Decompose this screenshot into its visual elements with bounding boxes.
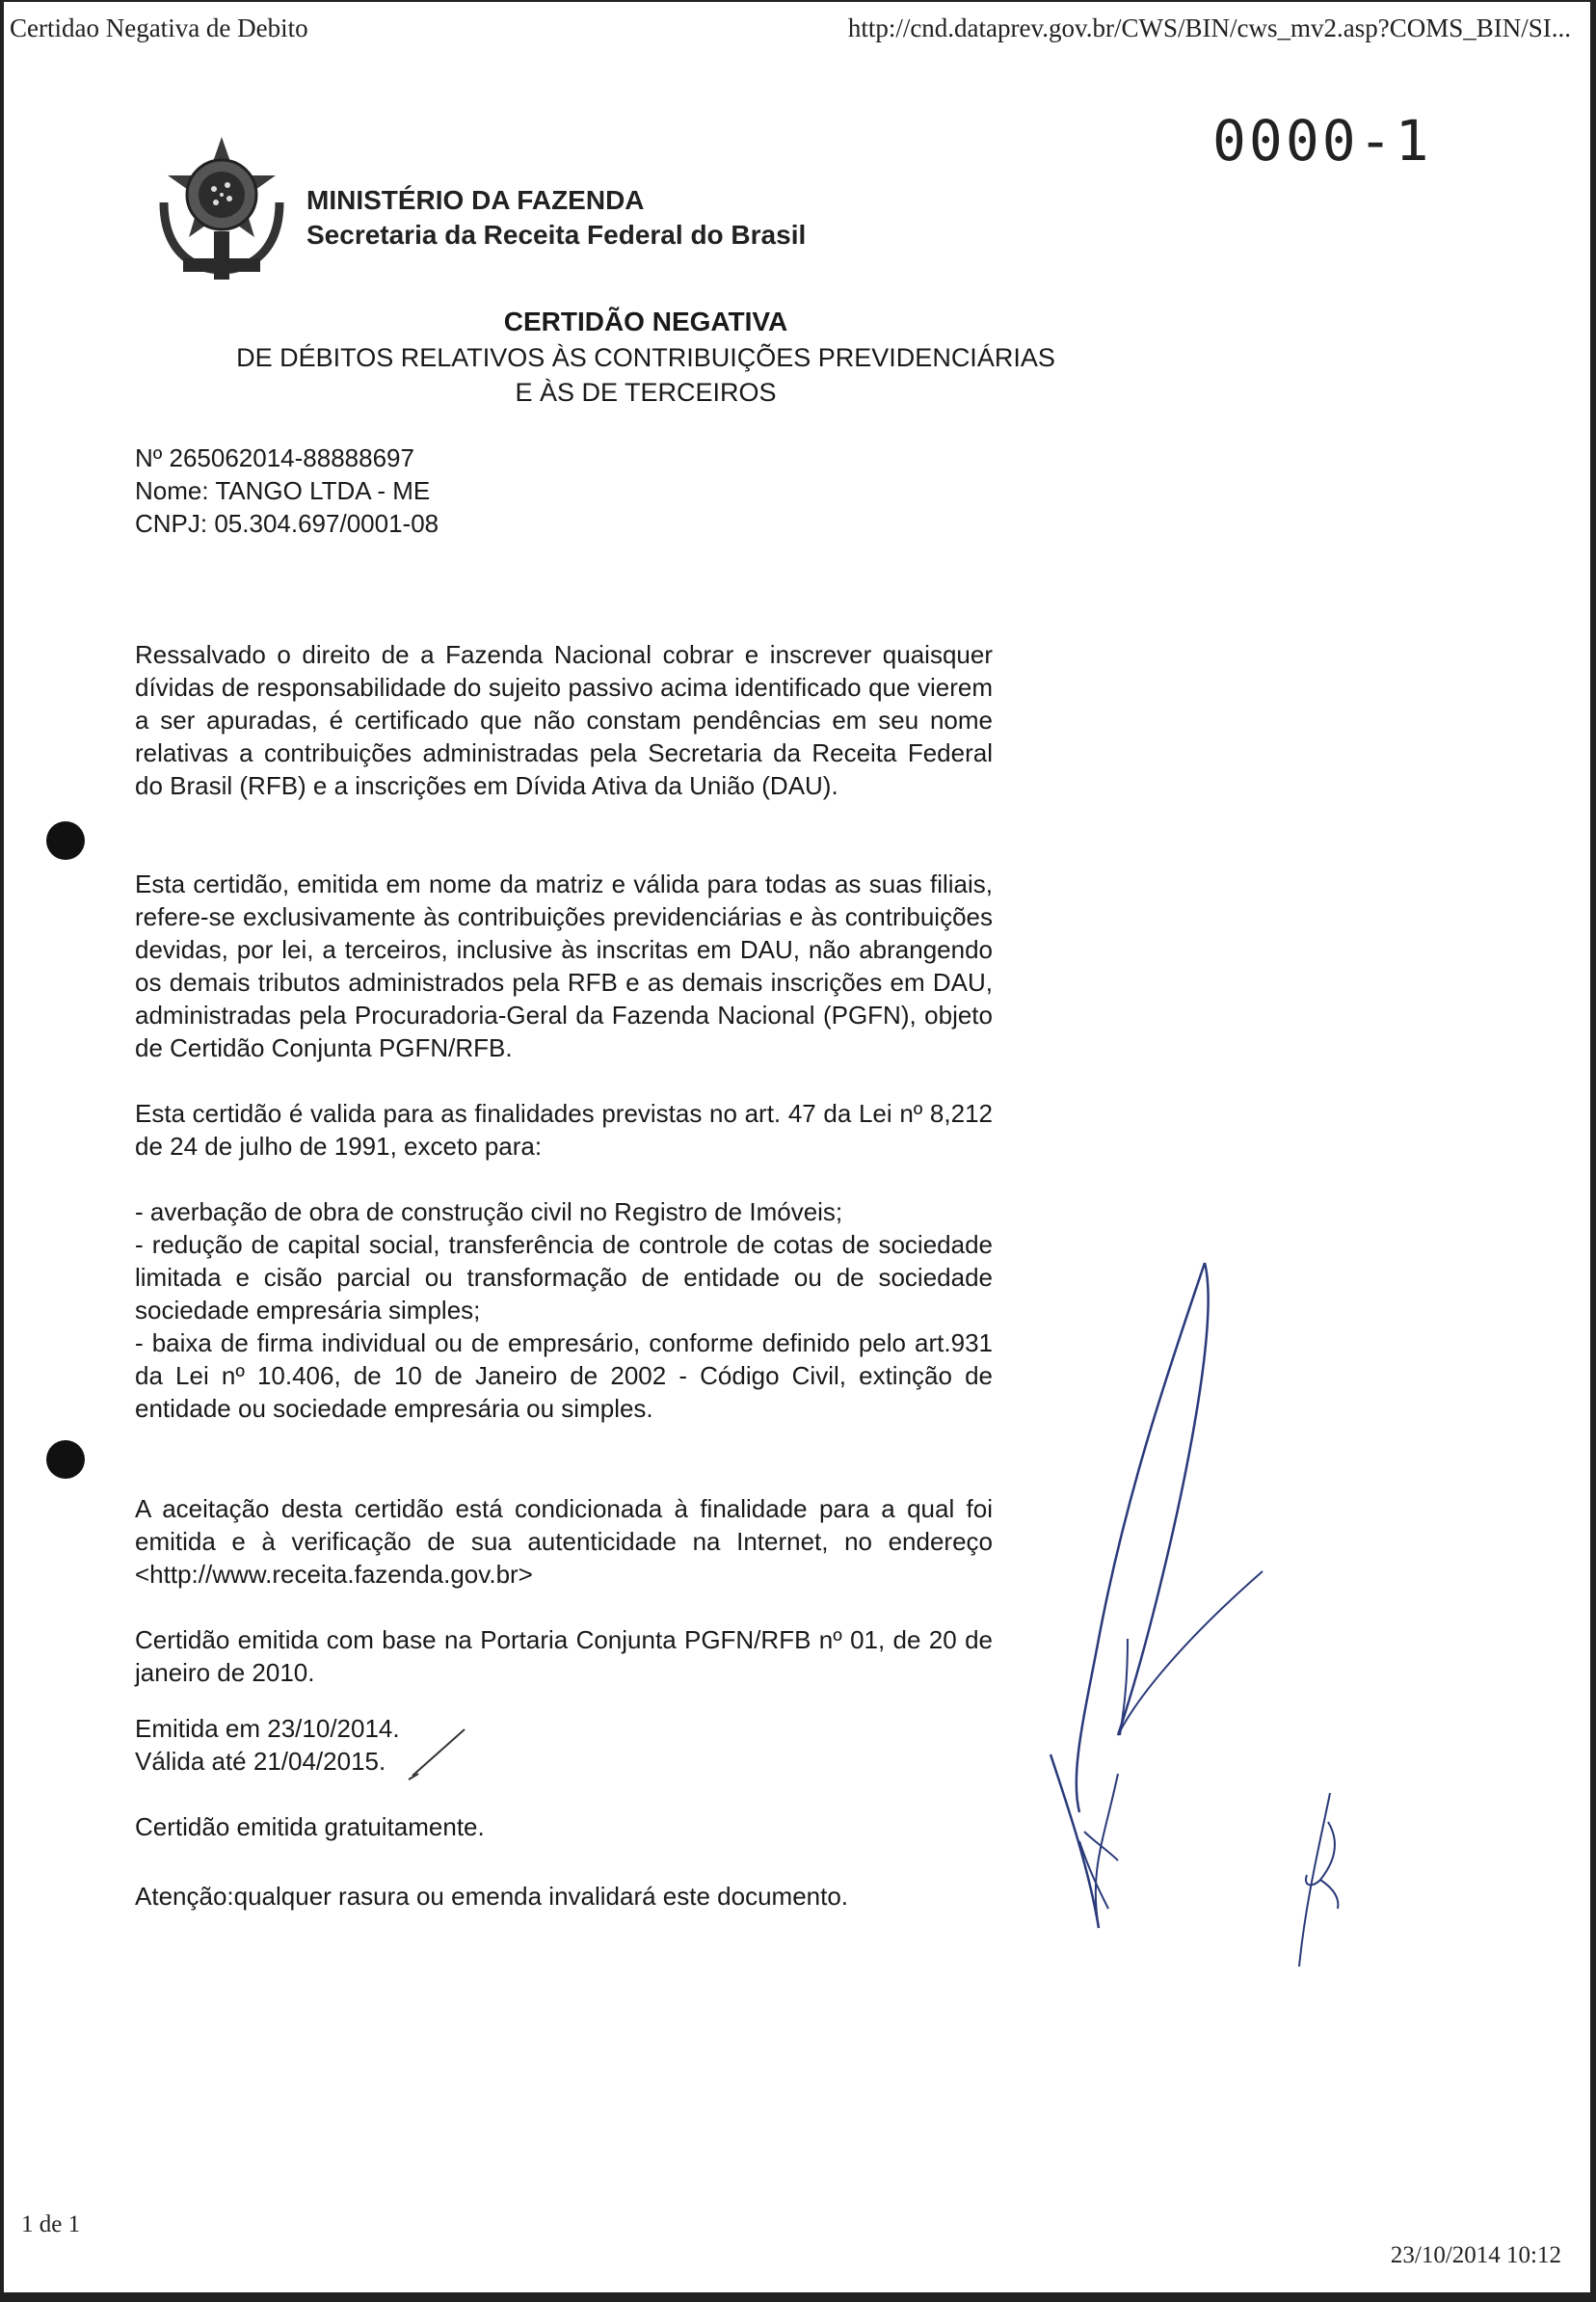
handwritten-signature	[1031, 1234, 1320, 1986]
issue-date: Emitida em 23/10/2014.	[135, 1714, 400, 1743]
certificate-number: Nº 265062014-88888697	[135, 443, 414, 472]
page-count: 1 de 1	[21, 2211, 81, 2237]
attention-note: Atenção:qualquer rasura ou emenda invalidará este documento.	[135, 1882, 849, 1911]
exception-item-1: - averbação de obra de construção civil no Registro de Imóveis;	[135, 1197, 843, 1226]
secretariat-name: Secretaria da Receita Federal do Brasil	[306, 220, 807, 250]
scan-border-top	[0, 0, 1596, 2]
punch-hole-bottom	[46, 1440, 85, 1479]
company-name: Nome: TANGO LTDA - ME	[135, 476, 431, 505]
paragraph-validity: Esta certidão é valida para as finalidades previstas no art. 47 da Lei nº 8,212 de 24 de julho de 1991, exceto para:	[135, 1099, 993, 1161]
print-datetime: 23/10/2014 10:12	[1390, 2242, 1561, 2268]
exception-item-3: - baixa de firma individual ou de empresário, conforme definido pelo art.931 da Lei nº 10.406, de 10 de Janeiro de 2002 - Código Civil, extinção de entidade ou sociedade empresária ou simples.	[135, 1328, 993, 1423]
ministry-name: MINISTÉRIO DA FAZENDA	[306, 185, 645, 215]
paragraph-scope: Esta certidão, emitida em nome da matriz e válida para todas as suas filiais, refere-se exclusivamente às contribuições previdenciárias e às contribuições devidas, por lei, a terceiros, inclusive às inscritas em DAU, não abrangendo os demais tributos administrados pela RFB e as demais inscrições em DAU, administradas pela Procuradoria-Geral da Fazenda Nacional (PGFN), objeto de Certidão Conjunta PGFN/RFB.	[135, 870, 993, 1062]
browser-page-url: http://cnd.dataprev.gov.br/CWS/BIN/cws_mv2.asp?COMS_BIN/SI...	[847, 13, 1571, 42]
certificate-title: CERTIDÃO NEGATIVA	[503, 307, 788, 336]
paragraph-acceptance: A aceitação desta certidão está condicionada à finalidade para a qual foi emitida e à verificação de sua autenticidade na Internet, no endereço <http://www.receita.fazenda.gov.br>	[135, 1494, 993, 1589]
paragraph-ressalvado: Ressalvado o direito de a Fazenda Nacional cobrar e inscrever quaisquer dívidas de responsabilidade do sujeito passivo acima identificado que vierem a ser apuradas, é certificado que não constam pendências em seu nome relativas a contribuições administradas pela Secretaria da Receita Federal do Brasil (RFB) e a inscrições em Dívida Ativa da União (DAU).	[135, 640, 993, 800]
free-issue-note: Certidão emitida gratuitamente.	[135, 1812, 485, 1841]
handwritten-check-mark	[405, 1726, 472, 1783]
punch-hole-top	[46, 821, 85, 860]
scan-border-right	[1590, 0, 1596, 2302]
handwritten-initials	[1282, 1783, 1359, 1976]
certificate-subtitle-line2: E ÀS DE TERCEIROS	[515, 378, 777, 407]
company-cnpj: CNPJ: 05.304.697/0001-08	[135, 509, 439, 538]
scan-border-bottom	[0, 2292, 1596, 2302]
brazil-coat-of-arms-icon	[154, 135, 289, 294]
browser-page-title: Certidao Negativa de Debito	[10, 13, 308, 42]
certificate-subtitle-line1: DE DÉBITOS RELATIVOS ÀS CONTRIBUIÇÕES PREVIDENCIÁRIAS	[236, 343, 1055, 372]
document-stamp-number: 0000-1	[1212, 108, 1432, 174]
valid-until-date: Válida até 21/04/2015.	[135, 1747, 386, 1776]
exception-item-2: - redução de capital social, transferência de controle de cotas de sociedade limitada e cisão parcial ou transformação de entidade ou de sociedade sociedade empresária simples;	[135, 1230, 993, 1325]
ministry-heading	[306, 183, 806, 253]
paragraph-portaria: Certidão emitida com base na Portaria Conjunta PGFN/RFB nº 01, de 20 de janeiro de 2010.	[135, 1625, 993, 1687]
